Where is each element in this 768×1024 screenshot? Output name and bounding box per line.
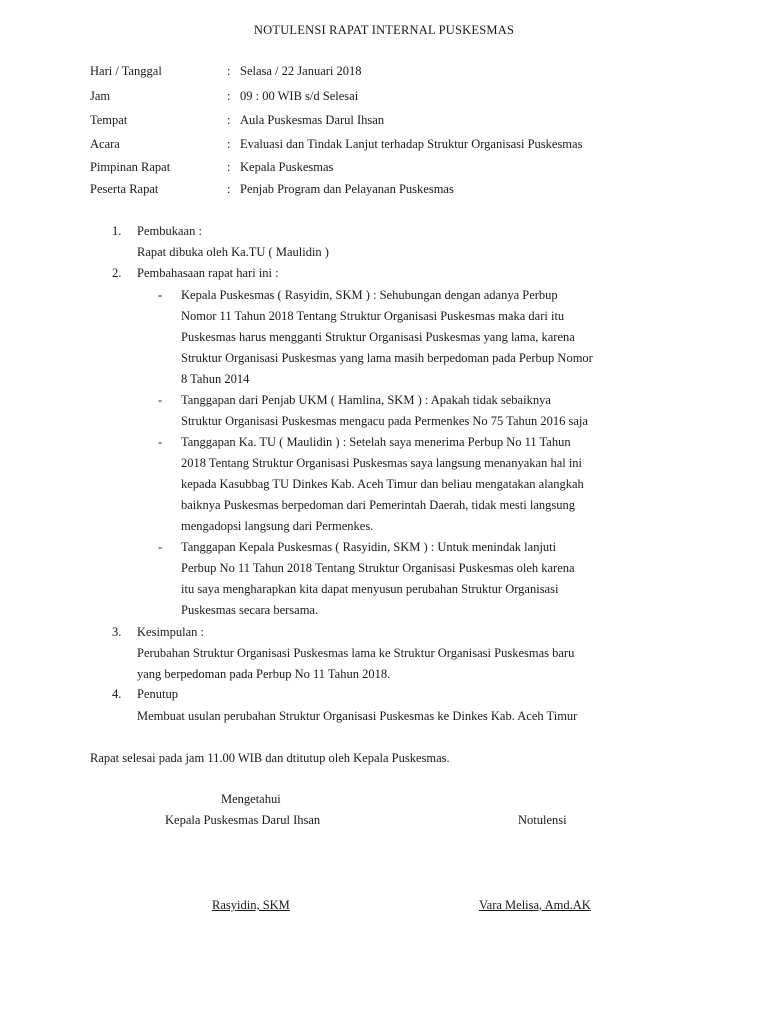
- meta-value-agenda: Evaluasi dan Tindak Lanjut terhadap Struktur Organisasi Puskesmas: [240, 137, 583, 151]
- discussion-text: Struktur Organisasi Puskesmas mengacu pada Permenkes No 75 Tahun 2016 saja: [181, 414, 588, 428]
- meta-colon: :: [227, 160, 231, 174]
- meta-value-place: Aula Puskesmas Darul Ihsan: [240, 113, 385, 127]
- meta-value-date: Selasa / 22 Januari 2018: [240, 64, 362, 78]
- bullet-dash: -: [158, 435, 163, 449]
- meta-label-place: Tempat: [90, 113, 128, 127]
- signature-title-right: Notulensi: [518, 813, 567, 827]
- signature-title-left: Kepala Puskesmas Darul Ihsan: [165, 813, 321, 827]
- list-number: 3.: [112, 625, 122, 639]
- meta-value-time: 09 : 00 WIB s/d Selesai: [240, 89, 359, 103]
- discussion-text: Tanggapan dari Penjab UKM ( Hamlina, SKM ) : Apakah tidak sebaiknya: [181, 393, 551, 407]
- closing-statement: Rapat selesai pada jam 11.00 WIB dan dtitutup oleh Kepala Puskesmas.: [90, 751, 450, 765]
- list-number: 4.: [112, 687, 122, 701]
- signature-name-right: [479, 897, 591, 913]
- meta-label-date: Hari / Tanggal: [90, 64, 162, 78]
- bullet-dash: -: [158, 393, 163, 407]
- discussion-text: Puskesmas harus mengganti Struktur Organisasi Puskesmas yang lama, karena: [181, 330, 575, 344]
- meta-colon: :: [227, 89, 231, 103]
- item-text: Membuat usulan perubahan Struktur Organisasi Puskesmas ke Dinkes Kab. Aceh Timur: [137, 709, 578, 723]
- meta-value-participants: Penjab Program dan Pelayanan Puskesmas: [240, 182, 454, 196]
- discussion-text: 2018 Tentang Struktur Organisasi Puskesmas saya langsung menanyakan hal ini: [181, 456, 583, 470]
- item-heading-closing: Penutup: [137, 687, 178, 701]
- item-text: Perubahan Struktur Organisasi Puskesmas lama ke Struktur Organisasi Puskesmas baru: [137, 646, 575, 660]
- meta-colon: :: [227, 113, 231, 127]
- discussion-text: Tanggapan Ka. TU ( Maulidin ) : Setelah saya menerima Perbup No 11 Tahun: [181, 435, 571, 449]
- discussion-text: mengadopsi langsung dari Permenkes.: [181, 519, 374, 533]
- meta-label-agenda: Acara: [90, 137, 120, 151]
- item-heading-opening: Pembukaan :: [137, 224, 202, 238]
- signature-name-left-text: Rasyidin, SKM: [212, 898, 290, 912]
- discussion-text: kepada Kasubbag TU Dinkes Kab. Aceh Timur dan beliau mengatakan alangkah: [181, 477, 584, 491]
- item-text: yang berpedoman pada Perbup No 11 Tahun 2018.: [137, 667, 391, 681]
- discussion-text: baiknya Puskesmas berpedoman dari Pemerintah Daerah, tidak mesti langsung: [181, 498, 575, 512]
- signature-caption-left: Mengetahui: [221, 792, 281, 806]
- meta-colon: :: [227, 64, 231, 78]
- discussion-text: itu saya mengharapkan kita dapat menyusun perubahan Struktur Organisasi: [181, 582, 559, 596]
- discussion-text: Perbup No 11 Tahun 2018 Tentang Struktur Organisasi Puskesmas oleh karena: [181, 561, 575, 575]
- list-number: 1.: [112, 224, 122, 238]
- meta-label-time: Jam: [90, 89, 111, 103]
- discussion-text: Struktur Organisasi Puskesmas yang lama masih berpedoman pada Perbup Nomor: [181, 351, 593, 365]
- meta-value-chair: Kepala Puskesmas: [240, 160, 334, 174]
- item-text: Rapat dibuka oleh Ka.TU ( Maulidin ): [137, 245, 329, 259]
- signature-name-left: [212, 897, 290, 913]
- meta-colon: :: [227, 182, 231, 196]
- meta-label-participants: Peserta Rapat: [90, 182, 159, 196]
- discussion-text: Nomor 11 Tahun 2018 Tentang Struktur Organisasi Puskesmas maka dari itu: [181, 309, 565, 323]
- list-number: 2.: [112, 266, 122, 280]
- meta-label-chair: Pimpinan Rapat: [90, 160, 171, 174]
- meta-colon: :: [227, 137, 231, 151]
- discussion-text: 8 Tahun 2014: [181, 372, 250, 386]
- signature-name-right-text: Vara Melisa, Amd.AK: [479, 898, 591, 912]
- item-heading-discussion: Pembahasaan rapat hari ini :: [137, 266, 279, 280]
- item-heading-conclusion: Kesimpulan :: [137, 625, 205, 639]
- document-title: NOTULENSI RAPAT INTERNAL PUSKESMAS: [253, 23, 515, 37]
- bullet-dash: -: [158, 540, 163, 554]
- discussion-text: Puskesmas secara bersama.: [181, 603, 319, 617]
- discussion-text: Kepala Puskesmas ( Rasyidin, SKM ) : Sehubungan dengan adanya Perbup: [181, 288, 558, 302]
- bullet-dash: -: [158, 288, 163, 302]
- discussion-text: Tanggapan Kepala Puskesmas ( Rasyidin, SKM ) : Untuk menindak lanjuti: [181, 540, 557, 554]
